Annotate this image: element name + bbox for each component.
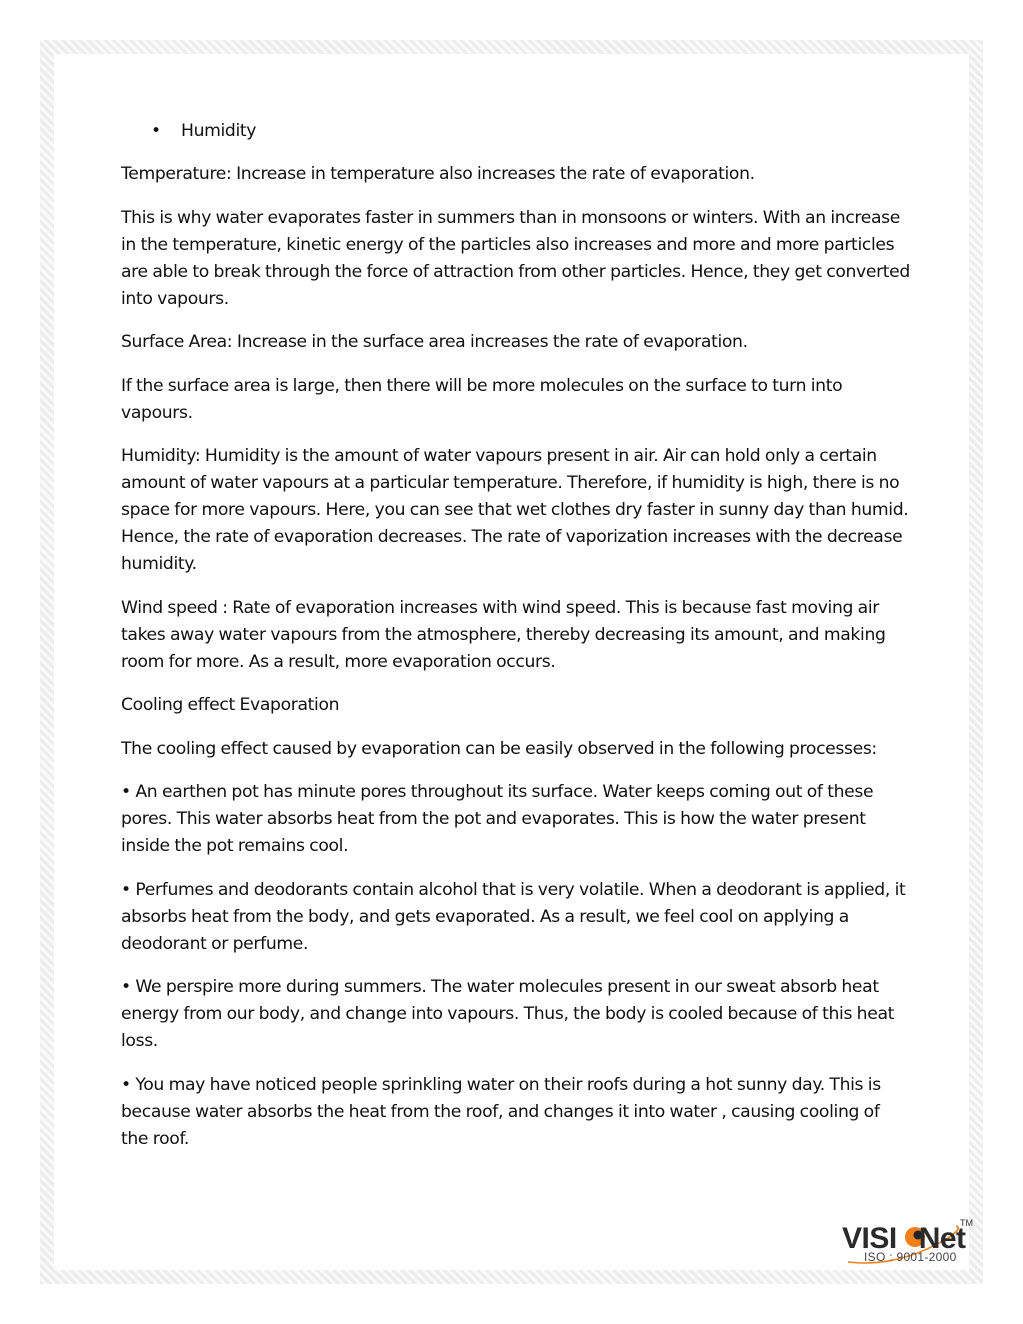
bullet-icon: • (151, 121, 161, 141)
logo-trademark: TM (960, 1218, 973, 1228)
paragraph-temperature-detail: This is why water evaporates faster in summers than in monsoons or winters. With an increase in the temperature, kinetic energy of the particles also increases and more and more particles are able to break through the force of attraction from other particles. Hence, they get converted into vapours. (121, 207, 910, 309)
paragraph-surface-area-detail: If the surface area is large, then there will be more molecules on the surface to turn into vapours. (121, 375, 843, 423)
section-heading-cooling-effect: Cooling effect Evaporation (121, 695, 340, 715)
logo-certification: ISO : 9001-2000 (864, 1250, 957, 1264)
paragraph-temperature-heading: Temperature: Increase in temperature also increases the rate of evaporation. (121, 164, 755, 184)
bullet-text: Humidity (181, 121, 257, 141)
logo-brand-right: Net (918, 1222, 966, 1255)
bullet-perspire: • We perspire more during summers. The water molecules present in our sweat absorb heat energy from our body, and change into vapours. Thus, the body is cooled because of this heat loss. (121, 977, 895, 1051)
paragraph-cooling-intro: The cooling effect caused by evaporation can be easily observed in the following processes: (121, 738, 877, 759)
bullet-item-humidity (121, 118, 911, 145)
bullet-earthen-pot: • An earthen pot has minute pores throughout its surface. Water keeps coming out of these pores. This water absorbs heat from the pot and evaporates. This is how the water present inside the pot remains cool. (121, 782, 874, 856)
paragraph-humidity: Humidity: Humidity is the amount of water vapours present in air. Air can hold only a certain amount of water vapours at a particular temperature. Therefore, if humidity is high, there is no space for more vapours. Here, you can see that wet clothes dry faster in sunny day than humid. Hence, the rate of evaporation decreases. The rate of vaporization increases with the decrease humidity. (121, 446, 909, 574)
document-body (121, 118, 911, 1169)
bullet-perfumes: • Perfumes and deodorants contain alcohol that is very volatile. When a deodorant is applied, it absorbs heat from the body, and gets evaporated. As a result, we feel cool on applying a deodorant or perfume. (121, 879, 906, 954)
visionet-logo (838, 1218, 978, 1268)
bullet-roofs: • You may have noticed people sprinkling water on their roofs during a hot sunny day. This is because water absorbs the heat from the roof, and changes it into water , causing cooling of the roof. (121, 1074, 881, 1149)
paragraph-wind-speed: Wind speed : Rate of evaporation increases with wind speed. This is because fast moving air takes away water vapours from the atmosphere, thereby decreasing its amount, and making room for more. As a result, more evaporation occurs. (121, 597, 886, 672)
paragraph-surface-area-heading: Surface Area: Increase in the surface area increases the rate of evaporation. (121, 332, 748, 352)
logo-brand-left: VISI (842, 1222, 897, 1255)
